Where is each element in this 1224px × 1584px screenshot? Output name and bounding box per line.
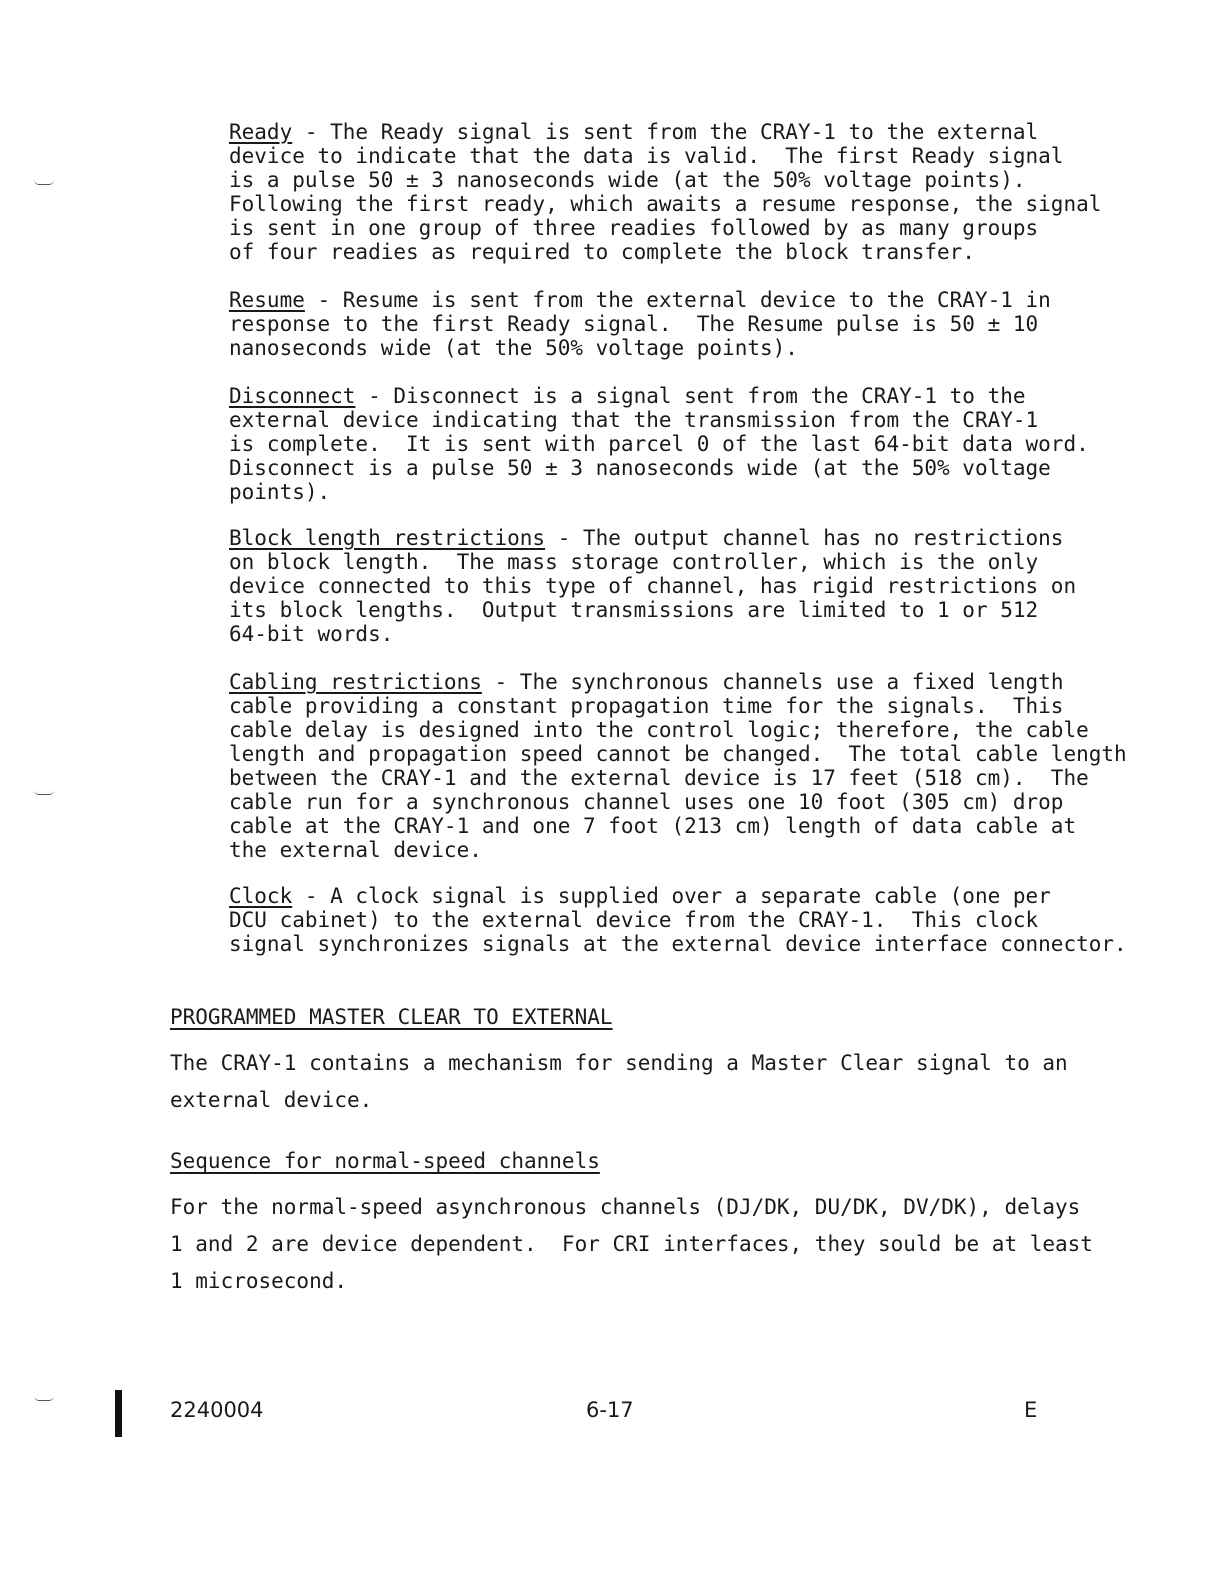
signal-disconnect-body: external device indicating that the transmission from the CRAY-1 is complete. It is sent with parcel 0 of the last 64-bit data word. Disconnect is a pulse 50 ± 3 nanoseconds wide (at the 50% voltage points). <box>229 408 1089 504</box>
footer-revision: E <box>1024 1398 1038 1422</box>
footer-page-number: 6-17 <box>586 1398 634 1422</box>
footer-doc-number: 2240004 <box>170 1398 264 1422</box>
subsection-heading-normal-speed: Sequence for normal-speed channels <box>170 1149 600 1173</box>
term-clock: Clock <box>229 884 293 908</box>
signal-resume-first-line: - Resume is sent from the external device to the CRAY-1 in <box>304 288 1051 312</box>
term-disconnect: Disconnect <box>229 384 356 408</box>
signal-resume-body: response to the first Ready signal. The Resume pulse is 50 ± 10 nanoseconds wide (at the 50% voltage points). <box>229 312 1039 360</box>
signal-disconnect-first-line: - Disconnect is a signal sent from the CRAY-1 to the <box>355 384 1026 408</box>
block-length-first-line: - The output channel has no restrictions <box>545 526 1064 550</box>
margin-mark <box>34 1396 54 1401</box>
block-length-body: on block length. The mass storage controller, which is the only device connected to this type of channel, has rigid restrictions on its block lengths. Output transmissions are limited to 1 or 512 64-bit words. <box>229 550 1077 646</box>
revision-change-bar <box>115 1390 122 1437</box>
signal-ready-body: device to indicate that the data is valid. The first Ready signal is a pulse 50 ± 3 nanoseconds wide (at the 50% voltage points). Following the first ready, which awaits a resume response, the signal is sent in one group of three readies followed by as many groups of four readies as required to complete the block transfer. <box>229 144 1102 264</box>
signal-ready-first-line: - The Ready signal is sent from the CRAY-1 to the external <box>292 120 1039 144</box>
cabling-body: cable providing a constant propagation time for the signals. This cable delay is designed into the control logic; therefore, the cable length and propagation speed cannot be changed. The total cable length between the CRAY-1 and the external device is 17 feet (518 cm). The cable run for a synchronous channel uses one 10 foot (305 cm) drop cable at the CRAY-1 and one 7 foot (213 cm) length of data cable at the external device. <box>229 694 1127 862</box>
signal-ready <box>229 120 1109 264</box>
term-block-length-restrictions: Block length restrictions <box>229 526 546 550</box>
cabling-restrictions <box>229 670 1127 862</box>
signal-disconnect <box>229 384 1109 504</box>
term-cabling-restrictions: Cabling restrictions <box>229 670 482 694</box>
section-paragraph: The CRAY-1 contains a mechanism for sending a Master Clear signal to an external device. <box>170 1051 1068 1112</box>
margin-mark <box>34 180 54 185</box>
term-resume: Resume <box>229 288 305 312</box>
signal-clock-body: DCU cabinet) to the external device from the CRAY-1. This clock signal synchronizes signals at the external device interface connector. <box>229 908 1127 956</box>
section-heading-programmed-master-clear: PROGRAMMED MASTER CLEAR TO EXTERNAL <box>170 1005 613 1029</box>
signal-resume <box>229 288 1109 360</box>
signal-clock <box>229 884 1127 956</box>
subsection-paragraph: For the normal-speed asynchronous channels (DJ/DK, DU/DK, DV/DK), delays 1 and 2 are device dependent. For CRI interfaces, they sould be at least 1 microsecond. <box>170 1195 1093 1293</box>
cabling-first-line: - The synchronous channels use a fixed length <box>481 670 1064 694</box>
block-length-restrictions <box>229 526 1109 646</box>
term-ready: Ready <box>229 120 293 144</box>
signal-clock-first-line: - A clock signal is supplied over a separate cable (one per <box>292 884 1051 908</box>
margin-mark <box>34 790 54 795</box>
